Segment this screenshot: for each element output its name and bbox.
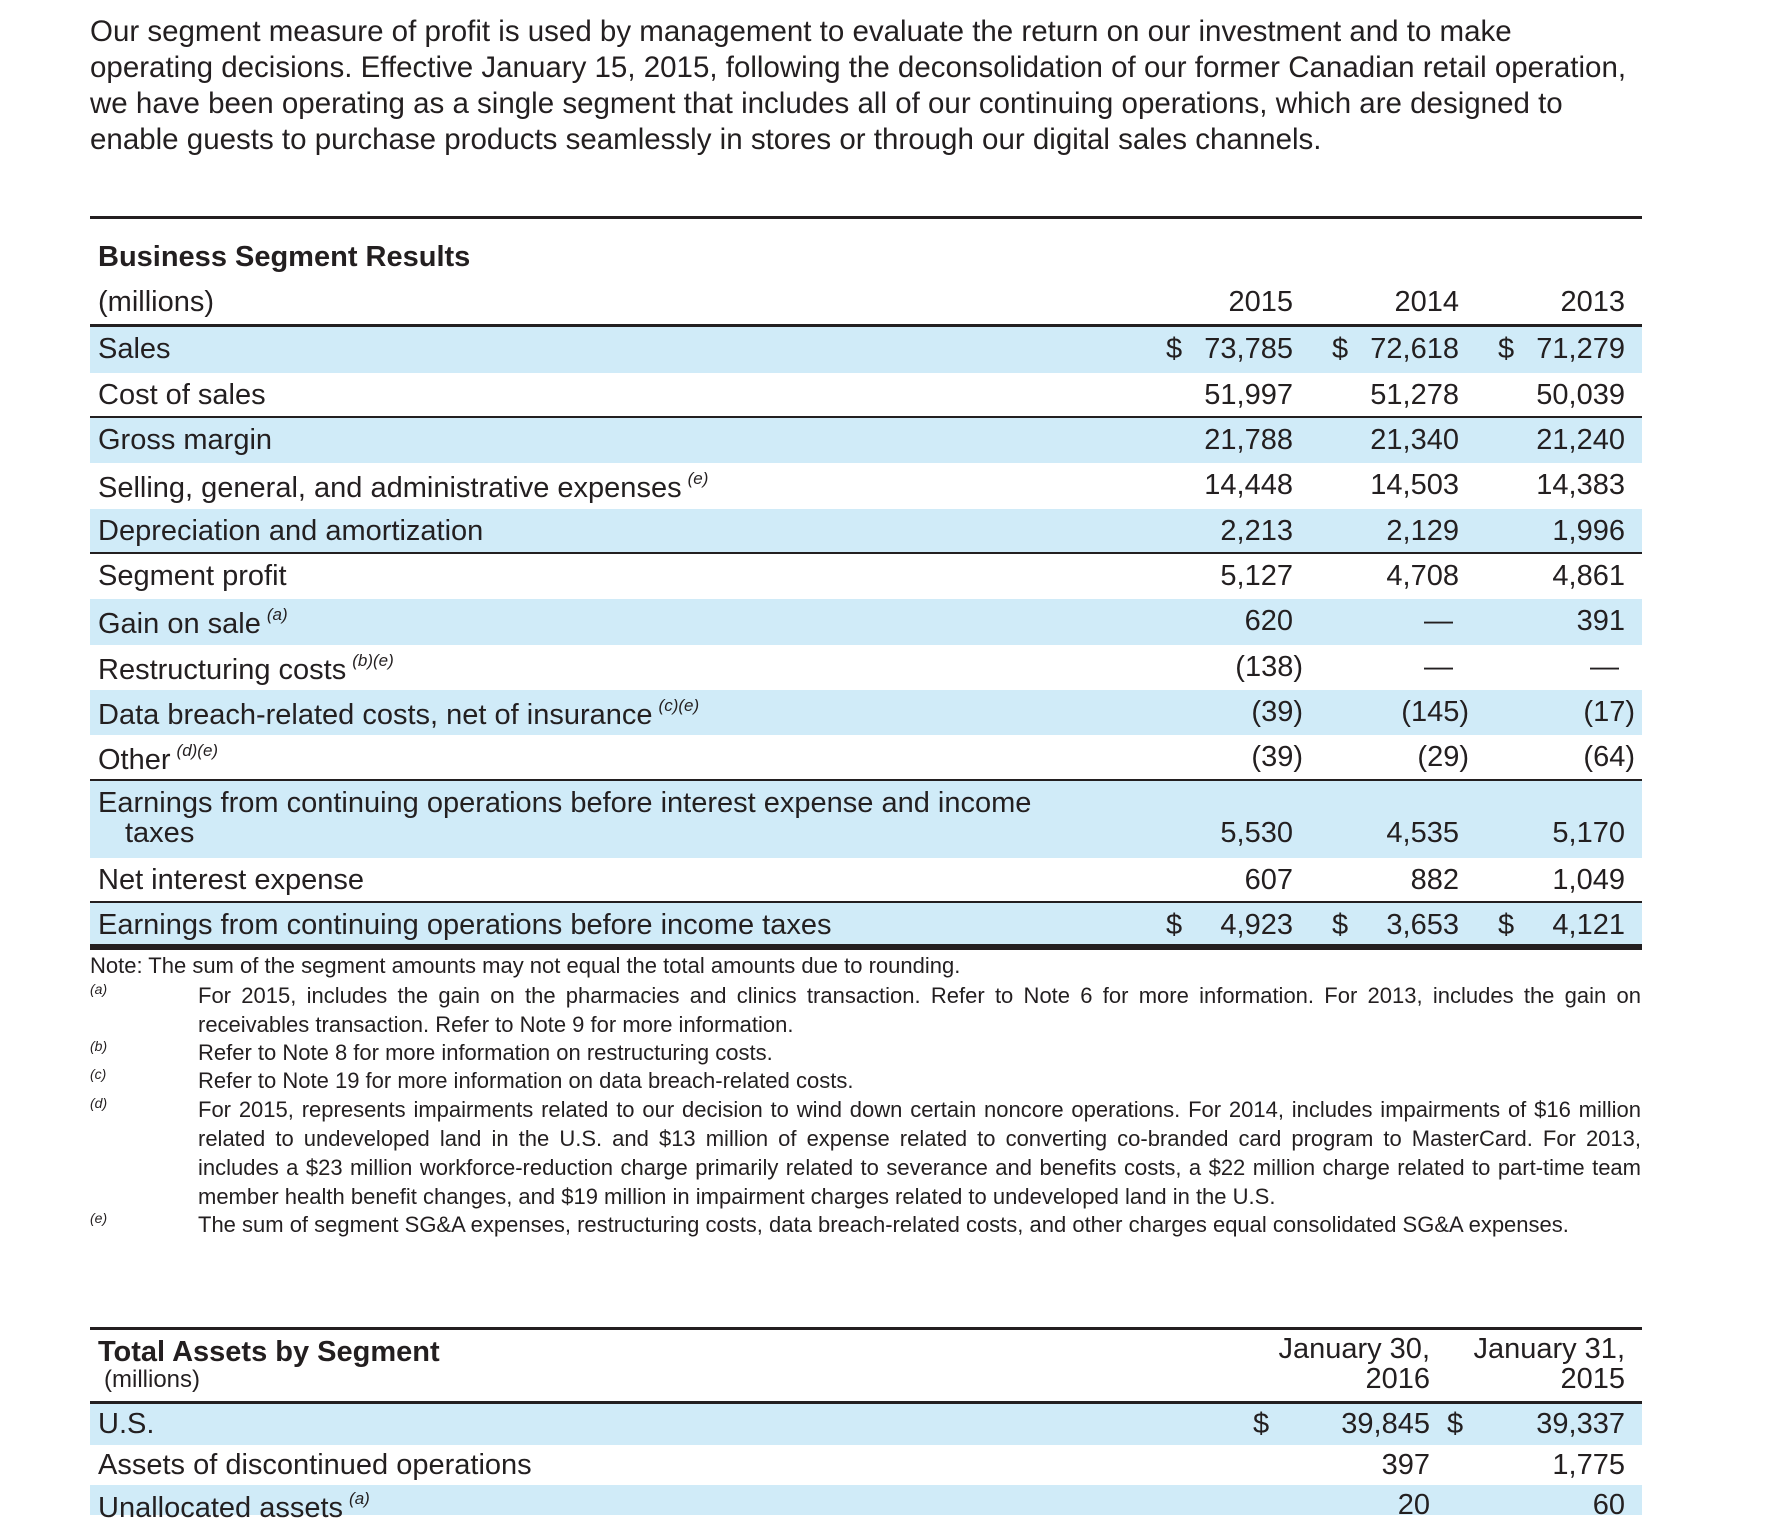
results-row [90,509,1642,554]
cell-2014: 14,503 [1370,469,1459,501]
results-title: Business Segment Results [98,241,471,273]
row-label-continued: taxes [125,817,195,849]
col-2015: 2015 [1228,286,1293,318]
row-label: Segment profit [98,560,287,592]
assets-title: Total Assets by Segment [98,1336,440,1368]
results-row [90,554,1642,599]
results-row [90,599,1642,645]
assets-units: (millions) [104,1366,200,1393]
cell-jan-2015: 39,337 [1536,1408,1625,1440]
row-label: Net interest expense [98,864,364,896]
row-label: Unallocated assets $^{(a)}$ [98,1489,370,1524]
intro-paragraph: Our segment measure of profit is used by management to evaluate the return on our investment and to make operating decisions. Effective January 15, 2015, following the deconsolidation of our former Canadian retail operation, we have been operating as a single segment that includes all of our continuing operations, which are designed to enable guests to purchase products seamlessly in stores or through our digital sales channels. [90,15,1627,156]
cell-2013: 5,170 [1552,817,1625,849]
cell-2015: 2,213 [1220,515,1293,547]
results-row [90,645,1642,690]
results-row [90,781,1642,858]
assets-col-jan-2015-line2: 2015 [1560,1363,1625,1395]
cell-2014: 882 [1410,864,1459,896]
rounding-note [90,951,1642,980]
assets-col-jan-2016-line1: January 30, [1278,1333,1430,1365]
col-2013: 2013 [1560,286,1625,318]
row-label: Depreciation and amortization [98,515,484,547]
results-row [90,690,1642,735]
row-label: Cost of sales [98,379,266,411]
assets-top-rule [90,1327,1642,1330]
row-label: Gross margin [98,424,273,456]
footnote-mark: (d) [90,1095,108,1111]
footnote-text: Refer to Note 8 for more information on restructuring costs. [198,1040,773,1065]
cell-2013: 50,039 [1536,379,1625,411]
row-label: Assets of discontinued operations [98,1449,532,1481]
cell-2014: — [1424,651,1453,683]
cell-2014: 51,278 [1370,379,1459,411]
cell-2015: 5,530 [1220,817,1293,849]
cell-2015: (39) [1251,696,1303,728]
row-label: U.S. [98,1408,155,1440]
results-row [90,735,1642,781]
cell-2015: 4,923 [1220,909,1293,941]
row-label: Restructuring costs $^{(b)(e)}$ [98,651,394,686]
footnote-mark: (c) [90,1066,107,1082]
footnote-ref: (a) [349,1489,370,1508]
cell-2013: 4,121 [1552,909,1625,941]
footnote-text: Refer to Note 19 for more information on data breach-related costs. [198,1068,854,1093]
currency-symbol: $ [1447,1408,1464,1440]
currency-symbol: $ [1166,333,1183,365]
col-2014: 2014 [1394,286,1459,318]
cell-2014: 4,708 [1386,560,1459,592]
assets-col-jan-2015-line1: January 31, [1473,1333,1625,1365]
cell-2014: 72,618 [1370,333,1459,365]
row-label: Earnings from continuing operations before interest expense and income [98,787,1032,819]
cell-jan-2015: 60 [1592,1489,1625,1521]
cell-2013: 21,240 [1536,424,1625,456]
rounding-note-text: Note: The sum of the segment amounts may not equal the total amounts due to rounding. [90,953,961,978]
currency-symbol: $ [1498,909,1515,941]
row-label: Earnings from continuing operations before income taxes [98,909,832,941]
results-units: (millions) [98,286,214,318]
currency-symbol: $ [1332,333,1349,365]
results-row [90,327,1642,373]
cell-2014: (145) [1401,696,1469,728]
cell-2013: 71,279 [1536,333,1625,365]
cell-2014: (29) [1417,741,1469,773]
cell-2014: 3,653 [1386,909,1459,941]
cell-2013: (64) [1583,741,1635,773]
cell-2015: 620 [1244,605,1293,637]
row-label: Sales [98,333,171,365]
currency-symbol: $ [1166,909,1183,941]
cell-2014: 21,340 [1370,424,1459,456]
cell-2015: 51,997 [1204,379,1293,411]
cell-2013: 14,383 [1536,469,1625,501]
footnote-ref: (b)(e) [352,651,394,670]
cell-2013: 1,996 [1552,515,1625,547]
cell-2013: 1,049 [1552,864,1625,896]
footnote-mark: (b) [90,1038,108,1054]
footnote-ref: (c)(e) [658,696,700,715]
currency-symbol: $ [1498,333,1515,365]
cell-2013: (17) [1583,696,1635,728]
row-label: Other $^{(d)(e)}$ [98,741,219,776]
assets-col-jan-2015 [1473,1334,1625,1394]
cell-2013: 391 [1576,605,1625,637]
row-label: Selling, general, and administrative expenses $^{(e)}$ [98,469,709,504]
assets-col-jan-2016-line2: 2016 [1365,1363,1430,1395]
cell-2015: 607 [1244,864,1293,896]
results-row [90,858,1642,903]
assets-row [90,1404,1642,1445]
cell-2013: — [1590,651,1619,683]
footnote-ref: (a) [266,605,288,624]
cell-2014: — [1424,605,1453,637]
results-row [90,373,1642,418]
footnote-ref: (d)(e) [176,741,219,760]
cell-jan-2016: 20 [1397,1489,1430,1521]
cell-2015: 21,788 [1204,424,1293,456]
assets-row [90,1445,1642,1485]
footnote-text: The sum of segment SG&A expenses, restructuring costs, data breach-related costs, and other charges equal consolidated SG&A expenses. [198,1212,1569,1237]
cell-2015: (138) [1235,651,1303,683]
cell-2015: 73,785 [1204,333,1293,365]
currency-symbol: $ [1332,909,1349,941]
row-label: Gain on sale $^{(a)}$ [98,605,288,640]
assets-col-jan-2016 [1278,1334,1430,1394]
assets-row [90,1485,1642,1524]
cell-2013: 4,861 [1552,560,1625,592]
cell-2014: 2,129 [1386,515,1459,547]
results-row [90,418,1642,463]
results-bottom-rule [90,944,1642,950]
row-label: Data breach-related costs, net of insurance $^{(c)(e)}$ [98,696,700,731]
footnote-mark: (a) [90,981,108,997]
cell-2014: 4,535 [1386,817,1459,849]
cell-jan-2015: 1,775 [1552,1449,1625,1481]
footnote-ref: (e) [687,469,709,488]
currency-symbol: $ [1253,1408,1270,1440]
results-row [90,903,1642,944]
results-row [90,463,1642,509]
table-top-rule [90,216,1642,219]
footnote-text: For 2015, includes the gain on the pharmacies and clinics transaction. Refer to Note 6 for more information. For 2013, includes the gain on receivables transaction. Refer to Note 9 for more information. [198,983,1641,1037]
cell-jan-2016: 39,845 [1341,1408,1430,1440]
footnote-text: For 2015, represents impairments related to our decision to wind down certain noncore operations. For 2014, includes impairments of $16 million related to undeveloped land in the U.S. and $13 million of expense related to converting co-branded card program to MasterCard. For 2013, includes a $23 million workforce-reduction charge primarily related to severance and benefits costs, a $22 million charge related to part-time team member health benefit changes, and $19 million in impairment charges related to undeveloped land in the U.S. [198,1097,1641,1209]
cell-2015: (39) [1251,741,1303,773]
cell-jan-2016: 397 [1381,1449,1430,1481]
footnote-mark: (e) [90,1210,108,1226]
cell-2015: 5,127 [1220,560,1293,592]
cell-2015: 14,448 [1204,469,1293,501]
